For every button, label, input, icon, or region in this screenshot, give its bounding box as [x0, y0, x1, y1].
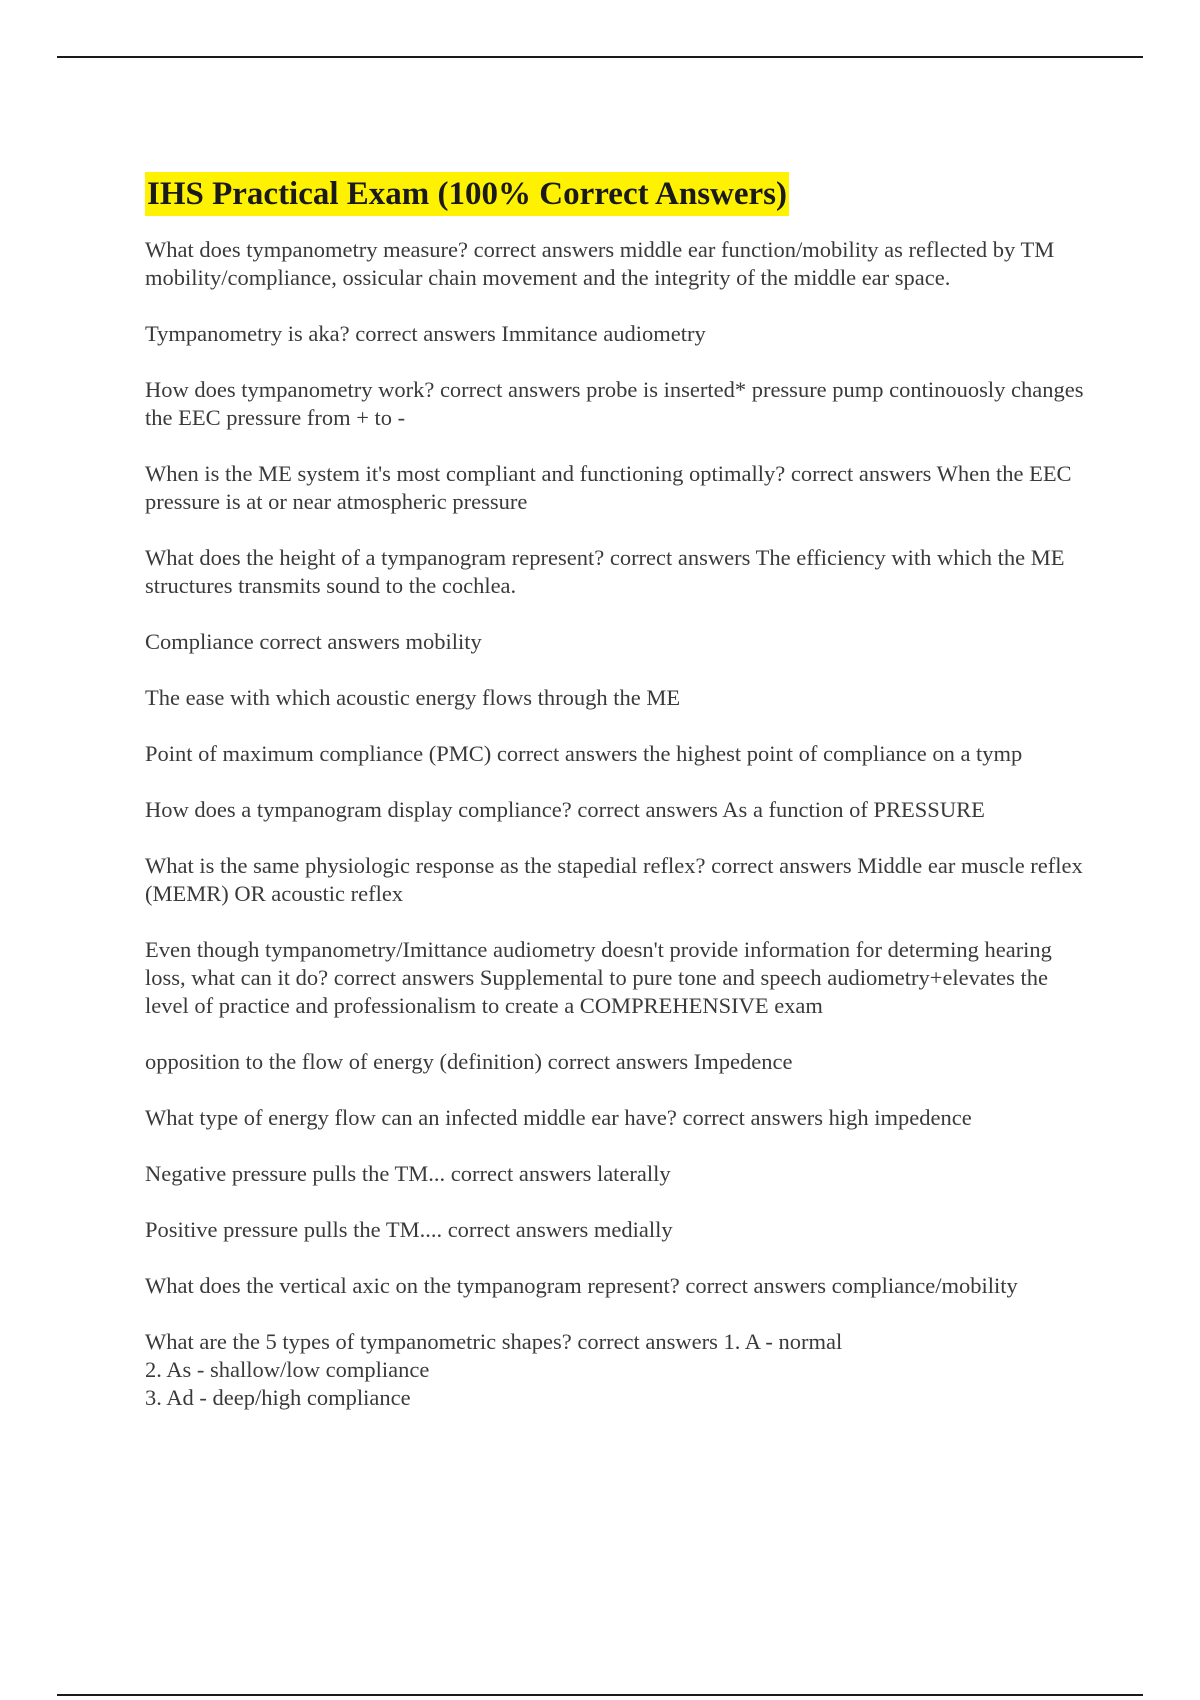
top-rule: [57, 56, 1143, 58]
qa-item-2: Tympanometry is aka? correct answers Immitance audiometry: [145, 321, 706, 346]
document-title: IHS Practical Exam (100% Correct Answers): [145, 172, 789, 216]
qa-item-4: When is the ME system it's most compliant and functioning optimally? correct answers When the EEC pressure is at or near atmospheric pressure: [145, 461, 1072, 514]
qa-item-11: Even though tympanometry/Imittance audiometry doesn't provide information for determing hearing loss, what can it do? correct answers Supplemental to pure tone and speech audiometry+elevates the level of practice and professionalism to create a COMPREHENSIVE exam: [145, 937, 1052, 1018]
bottom-rule: [57, 1694, 1143, 1696]
qa-item-8: Point of maximum compliance (PMC) correct answers the highest point of compliance on a tymp: [145, 741, 1023, 766]
qa-item-7: The ease with which acoustic energy flows through the ME: [145, 685, 681, 710]
qa-item-3: How does tympanometry work? correct answers probe is inserted* pressure pump continouosly changes the EEC pressure from + to -: [145, 377, 1084, 430]
qa-item-6: Compliance correct answers mobility: [145, 629, 482, 654]
qa-item-17: What are the 5 types of tympanometric shapes? correct answers 1. A - normal 2. As - shallow/low compliance 3. Ad - deep/high compliance: [145, 1329, 843, 1410]
qa-item-1: What does tympanometry measure? correct answers middle ear function/mobility as reflected by TM mobility/compliance, ossicular chain movement and the integrity of the middle ear space.: [145, 237, 1055, 290]
qa-item-9: How does a tympanogram display compliance? correct answers As a function of PRESSURE: [145, 797, 985, 822]
qa-item-13: What type of energy flow can an infected middle ear have? correct answers high impedence: [145, 1105, 972, 1130]
qa-item-12: opposition to the flow of energy (definition) correct answers Impedence: [145, 1049, 793, 1074]
qa-item-5: What does the height of a tympanogram represent? correct answers The efficiency with which the ME structures transmits sound to the cochlea.: [145, 545, 1065, 598]
qa-item-10: What is the same physiologic response as the stapedial reflex? correct answers Middle ear muscle reflex (MEMR) OR acoustic reflex: [145, 853, 1083, 906]
qa-item-16: What does the vertical axic on the tympanogram represent? correct answers compliance/mobility: [145, 1273, 1018, 1298]
qa-item-15: Positive pressure pulls the TM.... correct answers medially: [145, 1217, 673, 1242]
qa-item-14: Negative pressure pulls the TM... correct answers laterally: [145, 1161, 671, 1186]
document-body: [145, 172, 1095, 1440]
